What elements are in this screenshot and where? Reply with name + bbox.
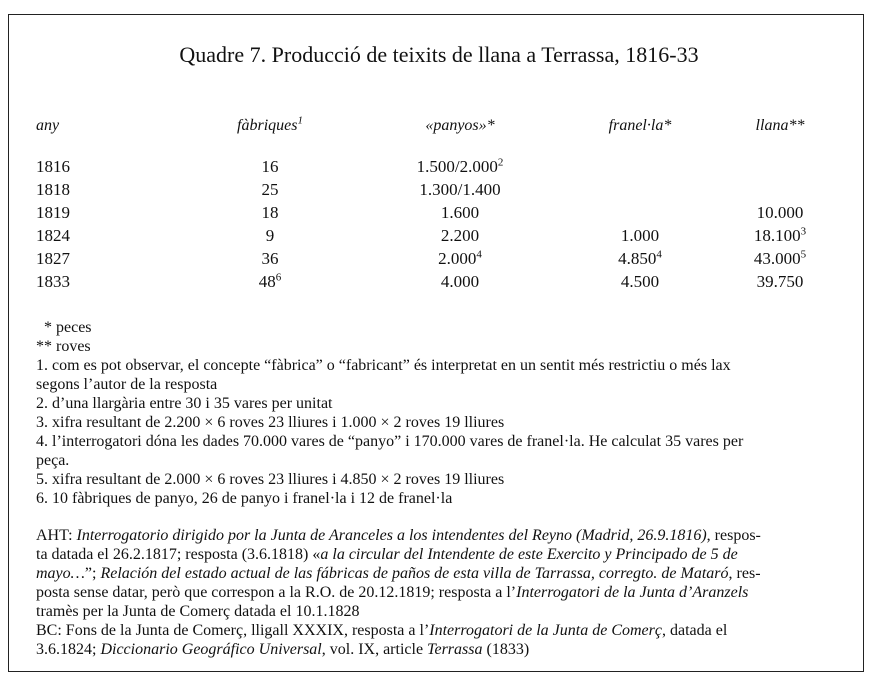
note-1: 1. com es pot observar, el concepte “fàbrica” o “fabricant” és interpretat en un sentit més restrictiu o més lax — [36, 357, 731, 374]
cell-value: 39.750 — [756, 272, 804, 291]
cell-any — [36, 272, 96, 292]
cell-value: 43.000 — [753, 249, 801, 268]
cell-value: 1833 — [36, 272, 70, 291]
source-text: posta sense datar, però que correspon a la R.O. de 20.12.1819; resposta a l’ — [36, 584, 517, 601]
cell-panyos — [380, 180, 540, 200]
cell-franel — [570, 249, 710, 269]
cell-footnote-ref: 4 — [476, 248, 482, 261]
cell-value: 1.000 — [620, 226, 660, 245]
source-line-3 — [36, 564, 848, 583]
source-text: 3.6.1824; — [36, 641, 101, 658]
cell-footnote-ref: 6 — [275, 271, 282, 284]
cell-value: 2.000 — [438, 249, 477, 268]
cell-value: 1818 — [36, 180, 70, 199]
cell-value: 2.200 — [440, 226, 480, 245]
cell-value: 18 — [261, 203, 279, 222]
cell-franel — [570, 226, 710, 246]
note-2: 2. d’una llargària entre 30 i 35 vares per unitat — [36, 395, 333, 412]
source-text: , respos- — [706, 527, 761, 544]
source-text: BC: Fons de la Junta de Comerç, lligall XXXIX, resposta a l’ — [36, 622, 430, 639]
source-title: Relación del estado actual de las fábricas de paños de esta villa de Tarrassa, corregto. de Mataró — [100, 565, 729, 582]
cell-llana — [720, 203, 840, 223]
cell-fabriques — [200, 157, 340, 177]
header-fabriques-sup: 1 — [297, 114, 303, 127]
cell-panyos — [380, 249, 540, 269]
note-3: 3. xifra resultant de 2.200 × 6 roves 23 lliures i 1.000 × 2 roves 19 lliures — [36, 414, 505, 431]
source-title: mayo… — [36, 565, 85, 582]
cell-value: 4.000 — [440, 272, 480, 291]
cell-any — [36, 180, 96, 200]
cell-value: 16 — [261, 157, 279, 176]
cell-any — [36, 157, 96, 177]
cell-value: 48 — [258, 272, 276, 291]
cell-value: 4.500 — [620, 272, 660, 291]
footnotes — [36, 318, 848, 508]
source-line-2 — [36, 545, 848, 564]
source-text: ”; — [84, 565, 101, 582]
cell-fabriques — [200, 226, 340, 246]
source-text: , vol. IX, article — [321, 641, 428, 658]
source-text: ta datada el 26.2.1817; resposta (3.6.1818) « — [36, 546, 321, 563]
header-any: any — [36, 117, 60, 134]
cell-value: 9 — [265, 226, 275, 245]
header-fabriques-label: fàbriques — [237, 117, 298, 134]
cell-value: 1824 — [36, 226, 70, 245]
cell-value: 25 — [261, 180, 279, 199]
page-title: Quadre 7. Producció de teixits de llana a Terrassa, 1816-33 — [179, 42, 699, 67]
cell-value: 1.600 — [440, 203, 480, 222]
cell-value: 36 — [261, 249, 279, 268]
cell-footnote-ref: 4 — [656, 248, 662, 261]
cell-llana — [720, 272, 840, 292]
cell-value: 18.100 — [753, 226, 801, 245]
cell-panyos — [380, 203, 540, 223]
note-star: * peces — [44, 319, 92, 336]
cell-any — [36, 249, 96, 269]
note-6: 6. 10 fàbriques de panyo, 26 de panyo i franel·la i 12 de franel·la — [36, 490, 453, 507]
cell-footnote-ref: 2 — [497, 156, 504, 169]
note-5: 5. xifra resultant de 2.000 × 6 roves 23 lliures i 4.850 × 2 roves 19 lliures — [36, 471, 505, 488]
cell-panyos — [380, 272, 540, 292]
source-text: , datada el — [661, 622, 728, 639]
note-4-cont: peça. — [36, 452, 70, 469]
source-title: Interrogatorio dirigido por la Junta de Aranceles a los intendentes del Reyno (Madrid, 26.9.1816) — [76, 527, 707, 544]
source-text: , res- — [728, 565, 761, 582]
source-line-6 — [36, 621, 848, 640]
source-line-1 — [36, 526, 848, 545]
cell-fabriques — [200, 203, 340, 223]
header-panyos: «panyos»* — [425, 117, 495, 134]
source-text: (1833) — [482, 641, 530, 658]
cell-any — [36, 203, 96, 223]
cell-fabriques — [200, 180, 340, 200]
cell-value: 10.000 — [756, 203, 804, 222]
cell-any — [36, 226, 96, 246]
cell-value: 1.300/1.400 — [419, 180, 501, 199]
cell-panyos — [380, 157, 540, 177]
source-line-4 — [36, 583, 848, 602]
cell-value: 1819 — [36, 203, 70, 222]
source-line-7 — [36, 640, 848, 659]
cell-footnote-ref: 3 — [800, 225, 807, 238]
cell-value: 1.500/2.000 — [416, 157, 498, 176]
note-4: 4. l’interrogatori dóna les dades 70.000 vares de “panyo” i 170.000 vares de franel·la. He calculat 35 vares per — [36, 433, 744, 450]
note-dstar: ** roves — [36, 338, 91, 355]
cell-llana — [720, 249, 840, 269]
cell-fabriques — [200, 249, 340, 269]
note-1-cont: segons l’autor de la resposta — [36, 376, 218, 393]
source-line-5: tramès per la Junta de Comerç datada el 10.1.1828 — [36, 603, 360, 620]
cell-footnote-ref: 5 — [800, 248, 807, 261]
source-title: a la circular del Intendente de este Exercito y Principado de 5 de — [320, 546, 738, 563]
cell-llana — [720, 226, 840, 246]
header-franel: franel·la* — [608, 117, 672, 134]
source-title: Interrogatori de la Junta d’Aranzels — [516, 584, 749, 601]
source-title: Interrogatori de la Junta de Comerç — [429, 622, 662, 639]
source-title: Diccionario Geográfico Universal — [100, 641, 322, 658]
cell-value: 4.850 — [618, 249, 657, 268]
cell-franel — [570, 272, 710, 292]
cell-value: 1816 — [36, 157, 70, 176]
sources — [36, 526, 848, 659]
source-text: AHT: — [36, 527, 77, 544]
cell-value: 1827 — [36, 249, 70, 268]
header-fabriques — [200, 116, 340, 136]
cell-panyos — [380, 226, 540, 246]
cell-fabriques — [200, 272, 340, 292]
source-title: Terrassa — [427, 641, 483, 658]
header-llana: llana** — [755, 117, 805, 134]
